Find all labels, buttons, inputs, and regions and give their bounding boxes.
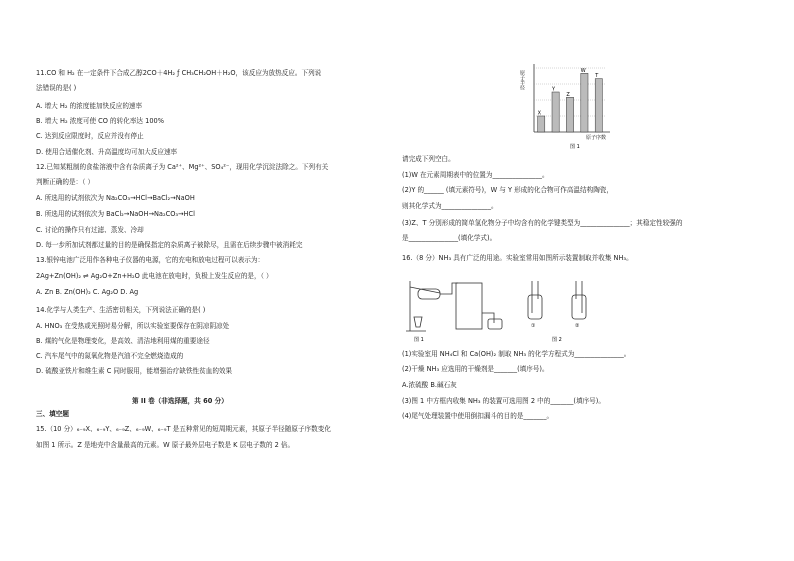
fig2-bottle-2 <box>572 281 586 319</box>
q15-stem-line2: 如图 1 所示。Z 是地壳中含量最高的元素。W 原子最外层电子数是 K 层电子数的 2 倍。 <box>36 441 295 449</box>
q14-option-a: A. HNO₃ 在受热或光照时易分解，所以实验室要保存在阴凉阴凉处 <box>36 322 230 330</box>
q15-stem-line1: 15.（10 分）₆₋₉X、₆₋₉Y、₆₋₉Z、₆₋₉W、₆₋₉T 是五种常见的短周期元素，其原子半径随原子序数变化 <box>36 425 331 433</box>
fill-heading: 三、填空题 <box>36 410 69 418</box>
q12-stem-line1: 12.已知某粗制的食盐溶液中含有杂质离子为 Ca²⁺、Mg²⁺、SO₄²⁻，现用化学沉淀法除之。下列有关 <box>36 163 329 171</box>
q11-option-c: C. 达到反应限度时，反应并没有停止 <box>36 132 144 140</box>
q16-part1: (1)实验室用 NH₄Cl 和 Ca(OH)₂ 制取 NH₃ 的化学方程式为_______________。 <box>402 350 631 358</box>
apparatus-figure <box>400 273 630 345</box>
section-title: 第 II 卷（非选择题，共 60 分） <box>132 397 228 405</box>
q13-stem-line2: 2Ag+Zn(OH)₂ ⇌ Ag₂O+Zn+H₂O 此电池在放电时，负极上发生反应的是，（ ） <box>36 272 273 280</box>
bottle-2-number: ② <box>575 323 580 329</box>
fig1-label: 图 1 <box>414 337 424 343</box>
q11-option-d: D. 使用合适催化剂、升高温度均可加大反应速率 <box>36 148 178 156</box>
q11-option-b: B. 增大 H₂ 浓度可使 CO 的转化率达 100% <box>36 117 164 125</box>
q11-option-a: A. 增大 H₂ 的浓度能加快反应的速率 <box>36 102 143 110</box>
bar-t <box>595 79 602 132</box>
bar-y <box>552 92 559 132</box>
q12-option-a: A. 所选用的试剂依次为 Na₂CO₃→HCl→BaCl₂→NaOH <box>36 194 195 202</box>
q16-part2: (2)干燥 NH₃ 应选用的干燥剂是_______(填序号)。 <box>402 365 549 373</box>
q14-option-d: D. 硫酸亚铁片和维生素 C 同时服用，能增强治疗缺铁性贫血的效果 <box>36 367 233 375</box>
q15-instruction: 请完成下列空白。 <box>402 155 455 163</box>
fig2-bottle-1 <box>528 281 542 319</box>
x-axis-label: 原子序数 <box>586 135 607 141</box>
y-axis-label: 原子半径 <box>519 70 525 90</box>
bar-x <box>538 116 545 132</box>
q13-stem-line1: 13.银锌电池广泛用作各种电子仪器的电源，它的充电和放电过程可以表示为： <box>36 256 265 264</box>
q15-part2-line2: 则其化学式为_______________。 <box>402 202 498 210</box>
q12-stem-line2: 判断正确的是：（ ） <box>36 178 95 186</box>
fig2-label: 图 2 <box>552 337 562 343</box>
bar-label-z: Z <box>566 91 570 98</box>
q15-part3-line1: (3)Z、T 分别形成的简单氢化物分子中均含有的化学键类型为_______________；其稳定性较强的 <box>402 219 683 227</box>
bar-z <box>566 97 573 132</box>
bottle-1-number: ① <box>531 323 536 329</box>
q16-part2-options: A.浓硫酸 B.碱石灰 <box>402 381 457 389</box>
q15-part1: (1)W 在元素周期表中的位置为_______________。 <box>402 171 549 179</box>
fig1-heating-setup <box>406 281 502 331</box>
q11-stem-line2: 法错误的是( ) <box>36 84 77 92</box>
q14-option-c: C. 汽车尾气中的氮氧化物是汽油不完全燃烧造成的 <box>36 352 184 360</box>
atomic-radius-chart <box>520 60 620 150</box>
bar-label-t: T <box>595 73 599 80</box>
bar-w <box>581 73 588 132</box>
q16-part3: (3)图 1 中方框内收集 NH₃ 的装置可选用图 2 中的_______(填序号)。 <box>402 397 605 405</box>
bar-label-w: W <box>580 67 586 74</box>
q13-options: A. Zn B. Zn(OH)₂ C. Ag₂O D. Ag <box>36 288 139 296</box>
q16-part4: (4)尾气处理装置中使用倒扣漏斗的目的是_______。 <box>402 412 554 420</box>
bar-label-y: Y <box>552 86 556 93</box>
q16-stem: 16.（8 分）NH₃ 具有广泛的用途。实验室常用如图所示装置制取并收集 NH₃。 <box>402 254 633 262</box>
q11-stem-line1: 11.CO 和 H₂ 在一定条件下合成乙醇2CO＋4H₂ ƒ CH₃CH₂OH＋H₂O，该反应为放热反应。下列说 <box>36 69 322 77</box>
q12-option-c: C. 讨论的操作只有过滤、蒸发、冷却 <box>36 226 144 234</box>
q14-option-b: B. 煤的气化是物理变化，是高效、清洁地利用煤的重要途径 <box>36 337 210 345</box>
q14-stem: 14.化学与人类生产、生活密切相关，下列说法正确的是( ) <box>36 306 206 314</box>
q12-option-d: D. 每一步所加试剂都过量的目的是确保指定的杂质离子被除尽，且需在后续步骤中被消耗完 <box>36 241 303 249</box>
q12-option-b: B. 所选用的试剂依次为 BaCl₂→NaOH→Na₂CO₃→HCl <box>36 210 195 218</box>
chart-caption: 图 1 <box>570 144 580 150</box>
bar-label-x: X <box>537 110 542 117</box>
q15-part2-line1: (2)Y 的______ (填元素符号)，W 与 Y 形成的化合物可作高温结构陶瓷， <box>402 186 613 194</box>
q15-part3-line2: 是_______________(填化学式)。 <box>402 234 497 242</box>
